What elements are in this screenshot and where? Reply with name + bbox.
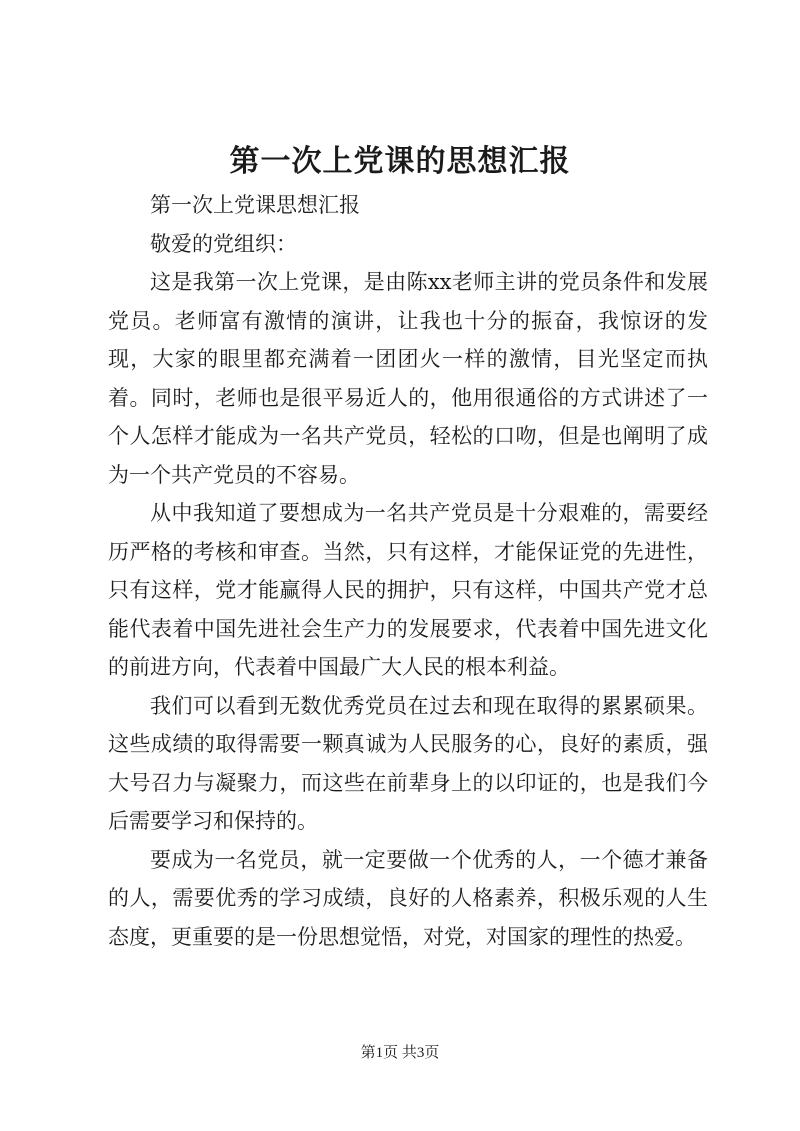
page-number-footer: 第1页 共3页 xyxy=(360,1045,440,1061)
paragraph-body: 要成为一名党员，就一定要做一个优秀的人，一个德才兼备的人，需要优秀的学习成绩，良好的人格素养，积极乐观的人生态度，更重要的是一份思想觉悟，对党，对国家的理性的热爱。 xyxy=(108,847,708,949)
paragraph-body: 我们可以看到无数优秀党员在过去和现在取得的累累硕果。这些成绩的取得需要一颗真诚为人民服务的心，良好的素质，强大号召力与凝聚力，而这些在前辈身上的以印证的，也是我们今后需要学习和保持的。 xyxy=(108,693,708,833)
document-title: 第一次上党课的思想汇报 xyxy=(229,144,571,179)
paragraph-subtitle: 第一次上党课思想汇报 xyxy=(150,193,360,217)
paragraph-salutation: 敬爱的党组织： xyxy=(150,231,297,256)
paragraph-body: 这是我第一次上党课，是由陈xx老师主讲的党员条件和发展党员。老师富有激情的演讲，让我也十分的振奋，我惊讶的发现，大家的眼里都充满着一团团火一样的激情，目光坚定而执着。同时，老师也是很平易近人的，他用很通俗的方式讲述了一个人怎样才能成为一名共产党员，轻松的口吻，但是也阐明了成为一个共产党员的不容易。 xyxy=(108,270,708,487)
document-body xyxy=(108,186,708,956)
paragraph-body: 从中我知道了要想成为一名共产党员是十分艰难的，需要经历严格的考核和审查。当然，只有这样，才能保证党的先进性，只有这样，党才能赢得人民的拥护，只有这样，中国共产党才总能代表着中国先进社会生产力的发展要求，代表着中国先进文化的前进方向，代表着中国最广大人民的根本利益。 xyxy=(108,501,708,679)
